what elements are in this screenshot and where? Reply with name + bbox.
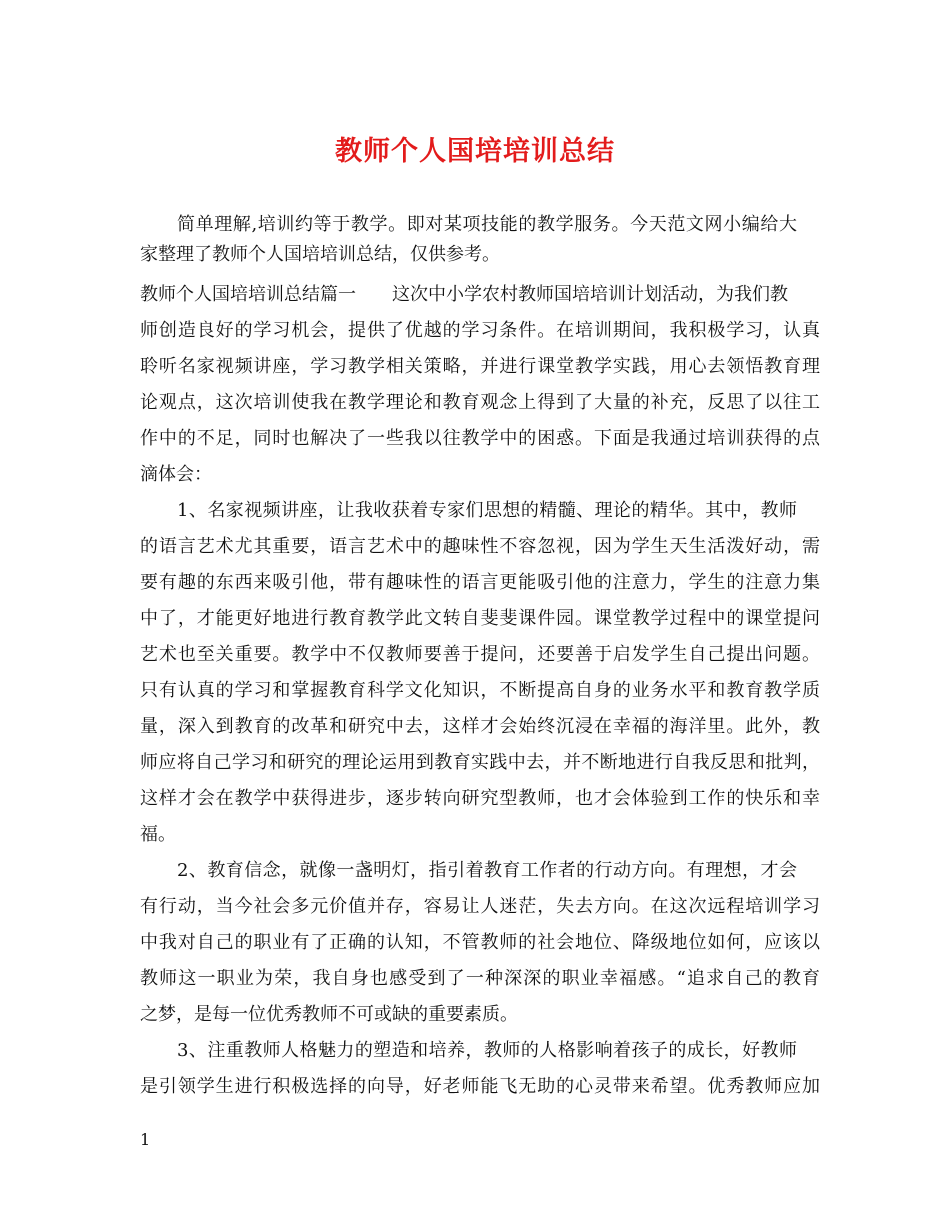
paragraph-line: 要有趣的东西来吸引他，带有趣味性的语言更能吸引他的注意力，学生的注意力集 — [140, 572, 820, 593]
paragraph-line: 有行动，当今社会多元价值并存，容易让人迷茫，失去方向。在这次远程培训学习 — [140, 896, 820, 917]
paragraph-line: 3、注重教师人格魅力的塑造和培养，教师的人格影响着孩子的成长，好教师 — [177, 1040, 797, 1061]
paragraph-line: 师应将自己学习和研究的理论运用到教育实践中去，并不断地进行自我反思和批判， — [140, 752, 820, 773]
document-title: 教师个人国培培训总结 — [335, 136, 615, 167]
paragraph-line: 量，深入到教育的改革和研究中去，这样才会始终沉浸在幸福的海洋里。此外，教 — [140, 716, 820, 737]
paragraph-line: 这次中小学农村教师国培培训计划活动，为我们教 — [392, 284, 788, 305]
paragraph-line: 中我对自己的职业有了正确的认知，不管教师的社会地位、降级地位如何，应该以 — [140, 932, 820, 953]
paragraph-line: 2、教育信念，就像一盏明灯，指引着教育工作者的行动方向。有理想，才会 — [177, 860, 797, 881]
section-heading: 教师个人国培培训总结篇一 — [140, 284, 356, 305]
paragraph-line: 的语言艺术尤其重要，语言艺术中的趣味性不容忽视，因为学生天生活泼好动，需 — [140, 536, 820, 557]
paragraph-line: 这样才会在教学中获得进步，逐步转向研究型教师，也才会体验到工作的快乐和幸 — [140, 788, 820, 809]
page-number: 1 — [140, 1130, 151, 1149]
paragraph-line: 艺术也至关重要。教学中不仅教师要善于提问，还要善于启发学生自己提出问题。 — [140, 644, 820, 665]
paragraph-line: 是引领学生进行积极选择的向导，好老师能飞无助的心灵带来希望。优秀教师应加 — [140, 1076, 820, 1097]
paragraph-line: 福。 — [140, 824, 176, 845]
paragraph-line: 论观点，这次培训使我在教学理论和教育观念上得到了大量的补充，反思了以往工 — [140, 392, 820, 413]
paragraph-line: 中了，才能更好地进行教育教学此文转自斐斐课件园。课堂教学过程中的课堂提问 — [140, 608, 820, 629]
paragraph-line: 家整理了教师个人国培培训总结，仅供参考。 — [140, 244, 500, 265]
section-heading-line — [140, 280, 820, 310]
paragraph-line: 师创造良好的学习机会，提供了优越的学习条件。在培训期间，我积极学习，认真 — [140, 320, 820, 341]
paragraph-line: 滴体会： — [140, 464, 212, 485]
paragraph-line: 聆听名家视频讲座，学习教学相关策略，并进行课堂教学实践，用心去领悟教育理 — [140, 356, 820, 377]
paragraph-line: 简单理解,培训约等于教学。即对某项技能的教学服务。今天范文网小编给大 — [177, 214, 797, 235]
paragraph-line: 只有认真的学习和掌握教育科学文化知识，不断提高自身的业务水平和教育教学质 — [140, 680, 820, 701]
paragraph-line: 1、名家视频讲座，让我收获着专家们思想的精髓、理论的精华。其中，教师 — [177, 500, 797, 521]
paragraph-line: 教师这一职业为荣，我自身也感受到了一种深深的职业幸福感。“追求自己的教育 — [140, 968, 820, 989]
paragraph-line: 作中的不足，同时也解决了一些我以往教学中的困惑。下面是我通过培训获得的点 — [140, 428, 820, 449]
paragraph-line: 之梦，是每一位优秀教师不可或缺的重要素质。 — [140, 1004, 518, 1025]
